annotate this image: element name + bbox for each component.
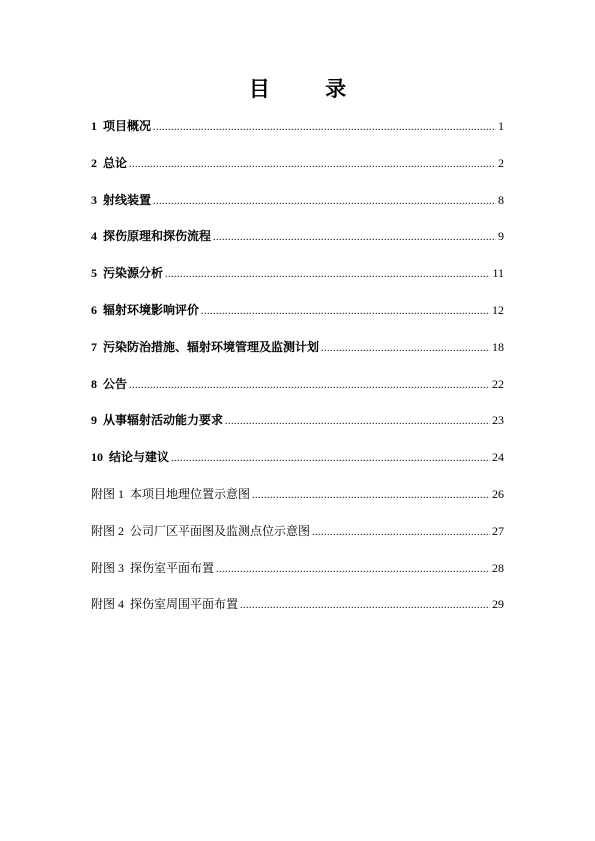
toc-chapter-entry[interactable] bbox=[91, 374, 504, 411]
page-title: 目 录 bbox=[248, 76, 371, 101]
toc-appendix-entry[interactable] bbox=[91, 484, 504, 521]
toc-chapter-entry[interactable] bbox=[91, 410, 504, 447]
toc-entry-page-number: 11 bbox=[492, 266, 504, 281]
toc-entry-number: 8 bbox=[91, 376, 97, 391]
toc-entry-page-number: 2 bbox=[498, 155, 504, 170]
toc-dot-leader bbox=[225, 412, 490, 432]
toc-entry-label: 本项目地理位置示意图 bbox=[130, 486, 251, 501]
toc-entry-label: 射线装置 bbox=[103, 192, 152, 207]
toc-dot-leader bbox=[321, 339, 490, 359]
toc-entry-number: 9 bbox=[91, 413, 97, 428]
toc-chapter-entry[interactable] bbox=[91, 226, 504, 263]
toc-entry-label: 污染防治措施、辐射环境管理及监测计划 bbox=[103, 339, 320, 354]
toc-entry-number: 附图 4 bbox=[91, 597, 125, 612]
toc-chapter-entry[interactable] bbox=[91, 300, 504, 337]
toc-dot-leader bbox=[240, 596, 490, 616]
toc-entry-page-number: 12 bbox=[492, 302, 504, 317]
toc-entry-number: 4 bbox=[91, 229, 97, 244]
toc-entry-label: 从事辐射活动能力要求 bbox=[103, 413, 224, 428]
toc-dot-leader bbox=[171, 449, 490, 469]
toc-entry-label: 探伤室平面布置 bbox=[130, 560, 215, 575]
toc-entry-page-number: 26 bbox=[492, 486, 504, 501]
toc-entry-page-number: 24 bbox=[492, 450, 504, 465]
toc-dot-leader bbox=[153, 192, 496, 212]
toc-entry-page-number: 9 bbox=[498, 229, 504, 244]
toc-entry-page-number: 1 bbox=[498, 119, 504, 133]
toc-dot-leader bbox=[129, 155, 496, 175]
toc-dot-leader bbox=[216, 560, 490, 580]
toc-entry-label: 公告 bbox=[103, 376, 128, 391]
toc-chapter-entry[interactable] bbox=[91, 190, 504, 227]
toc-chapter-entry[interactable] bbox=[91, 447, 504, 484]
toc-dot-leader bbox=[252, 486, 490, 506]
toc-entry-label: 公司厂区平面图及监测点位示意图 bbox=[130, 523, 311, 538]
toc-chapter-entry[interactable] bbox=[91, 337, 504, 374]
toc-appendix-entry[interactable] bbox=[91, 521, 504, 558]
toc-entry-number: 10 bbox=[91, 450, 103, 465]
toc-dot-leader bbox=[165, 265, 490, 285]
toc-entry-number: 附图 2 bbox=[91, 523, 125, 538]
toc-entry-page-number: 22 bbox=[492, 376, 504, 391]
toc-chapter-entry[interactable] bbox=[91, 263, 504, 300]
toc-entry-label: 辐射环境影响评价 bbox=[103, 302, 200, 317]
toc-entry-page-number: 23 bbox=[492, 413, 504, 428]
toc-entry-page-number: 28 bbox=[492, 560, 504, 575]
toc-entry-label: 探伤原理和探伤流程 bbox=[103, 229, 212, 244]
toc-entry-label: 项目概况 bbox=[103, 119, 152, 133]
toc-entry-label: 污染源分析 bbox=[103, 266, 164, 281]
toc-entry-page-number: 29 bbox=[492, 597, 504, 612]
toc-entry-number: 6 bbox=[91, 302, 97, 317]
toc-dot-leader bbox=[312, 523, 490, 543]
toc-dot-leader bbox=[153, 118, 496, 138]
toc-chapter-entry[interactable] bbox=[91, 153, 504, 190]
toc-appendix-entry[interactable] bbox=[91, 558, 504, 595]
toc-entry-label: 结论与建议 bbox=[109, 450, 170, 465]
toc-entry-page-number: 27 bbox=[492, 523, 504, 538]
toc-dot-leader bbox=[213, 228, 496, 248]
toc-dot-leader bbox=[201, 302, 490, 322]
toc-appendix-entry[interactable] bbox=[91, 594, 504, 631]
toc-entry-page-number: 8 bbox=[498, 192, 504, 207]
toc-entry-number: 2 bbox=[91, 155, 97, 170]
toc-entry-number: 1 bbox=[91, 119, 97, 133]
toc-entry-number: 7 bbox=[91, 339, 97, 354]
toc-entry-label: 总论 bbox=[103, 155, 128, 170]
toc-entry-number: 附图 1 bbox=[91, 486, 125, 501]
toc-entry-label: 探伤室周围平面布置 bbox=[130, 597, 239, 612]
toc-entry-number: 3 bbox=[91, 192, 97, 207]
toc-entry-number: 附图 3 bbox=[91, 560, 125, 575]
toc-chapter-entry[interactable] bbox=[91, 116, 504, 153]
toc-entry-number: 5 bbox=[91, 266, 97, 281]
toc-dot-leader bbox=[129, 376, 490, 396]
table-of-contents bbox=[91, 116, 504, 631]
toc-entry-page-number: 18 bbox=[492, 339, 504, 354]
